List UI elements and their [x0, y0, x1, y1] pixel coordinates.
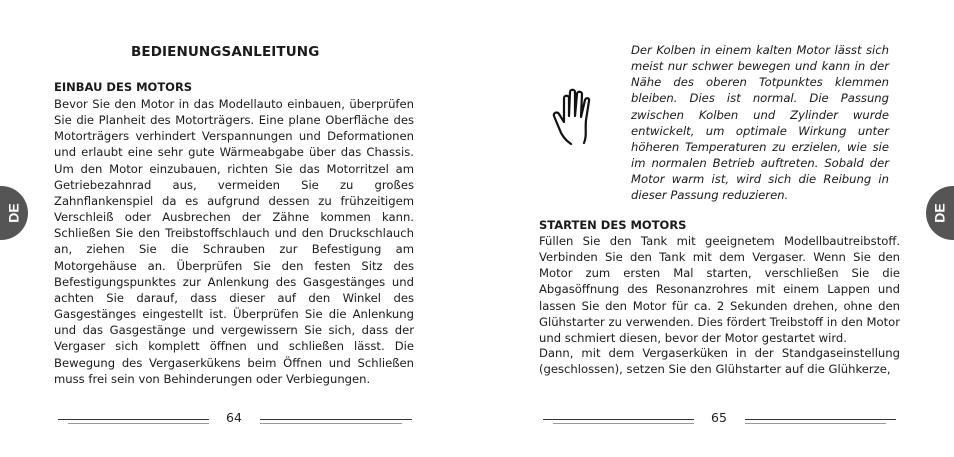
- language-tab-label: DE: [5, 203, 22, 223]
- page-title: BEDIENUNGSANLEITUNG: [131, 44, 320, 60]
- page-number-right: 65: [711, 410, 727, 425]
- language-tab-right: [926, 186, 954, 240]
- footer-rule-right-b: [553, 423, 694, 424]
- page-number-left: 64: [226, 410, 242, 425]
- footer-rule-right-a: [543, 419, 694, 420]
- section-heading-starten: STARTEN DES MOTORS: [539, 218, 687, 232]
- footer-rule-right-d: [745, 423, 886, 424]
- language-tab-label: DE: [931, 203, 948, 223]
- footer-rule-left-b: [68, 423, 209, 424]
- paragraph-starten-1: Füllen Sie den Tank mit geeignetem Modellbautreibstoff. Verbinden Sie den Tank mit dem Vergaser. Wenn Sie den Motor zum ersten Mal starten, verschließen Sie die Abgasöffnung des Resonanzrohres mit einem Lappen und lassen Sie den Motor für ca. 2 Sekunden drehen, ohne den Glühstarter zu verwenden. Dies fördert Treibstoff in den Motor und schmiert diesen, bevor der Motor gestartet wird.: [539, 234, 901, 345]
- footer-rule-left-d: [260, 423, 402, 424]
- paragraph-einbau: Bevor Sie den Motor in das Modellauto einbauen, überprüfen Sie die Planheit des Motorträgers. Eine plane Oberfläche des Motorträgers verhindert Verspannungen und Deformationen und erlaubt eine sehr gute Wärmeabgabe über das Chassis. Um den Motor einzubauen, richten Sie das Motorritzel am Getriebezahnrad aus, vermeiden Sie zu großes Zahnflankenspiel da es aufgrund dessen zu frühzeitigem Verschleiß oder Ausbrechen der Zähne kommen kann. Schließen Sie den Treibstoffschlauch und den Druckschlauch an, ziehen Sie die Schrauben zur Befestigung am Motorgehäuse an. Überprüfen Sie den festen Sitz des Befestigungspunktes zur Anlenkung des Gasgestänges und achten Sie darauf, dass dieser auf den Winkel des Gasgestänges eingestellt ist. Überprüfen Sie die Anlenkung und das Gasgestänge und vergewissern Sie sich, dass der Vergaser sich komplett öffnen und schließen lässt. Die Bewegung des Vergaserkükens beim Öffnen und Schließen muss frei sein von Behinderungen oder Verbiegungen.: [54, 97, 414, 386]
- note-text: Der Kolben in einem kalten Motor lässt sich meist nur schwer bewegen und kann in der Nähe des oberen Totpunktes klemmen bleiben. Dies ist normal. Die Passung zwischen Kolben und Zylinder wurde entwickelt, um optimale Wirkung unter höheren Temperaturen zu erzielen, wie sie im normalen Betrieb auftreten. Sobald der Motor warm ist, wird sich die Reibung in dieser Passung reduzieren.: [631, 43, 889, 203]
- section-heading-einbau: EINBAU DES MOTORS: [54, 80, 193, 94]
- footer-rule-right-c: [745, 419, 896, 420]
- language-tab-left: [0, 186, 28, 240]
- hand-icon: [551, 86, 605, 148]
- footer-rule-left-c: [260, 419, 412, 420]
- paragraph-starten-2: Dann, mit dem Vergaserküken in der Standgaseinstellung (geschlossen), setzen Sie den Glühstarter auf die Glühkerze,: [539, 346, 900, 377]
- footer-rule-left-a: [58, 419, 209, 420]
